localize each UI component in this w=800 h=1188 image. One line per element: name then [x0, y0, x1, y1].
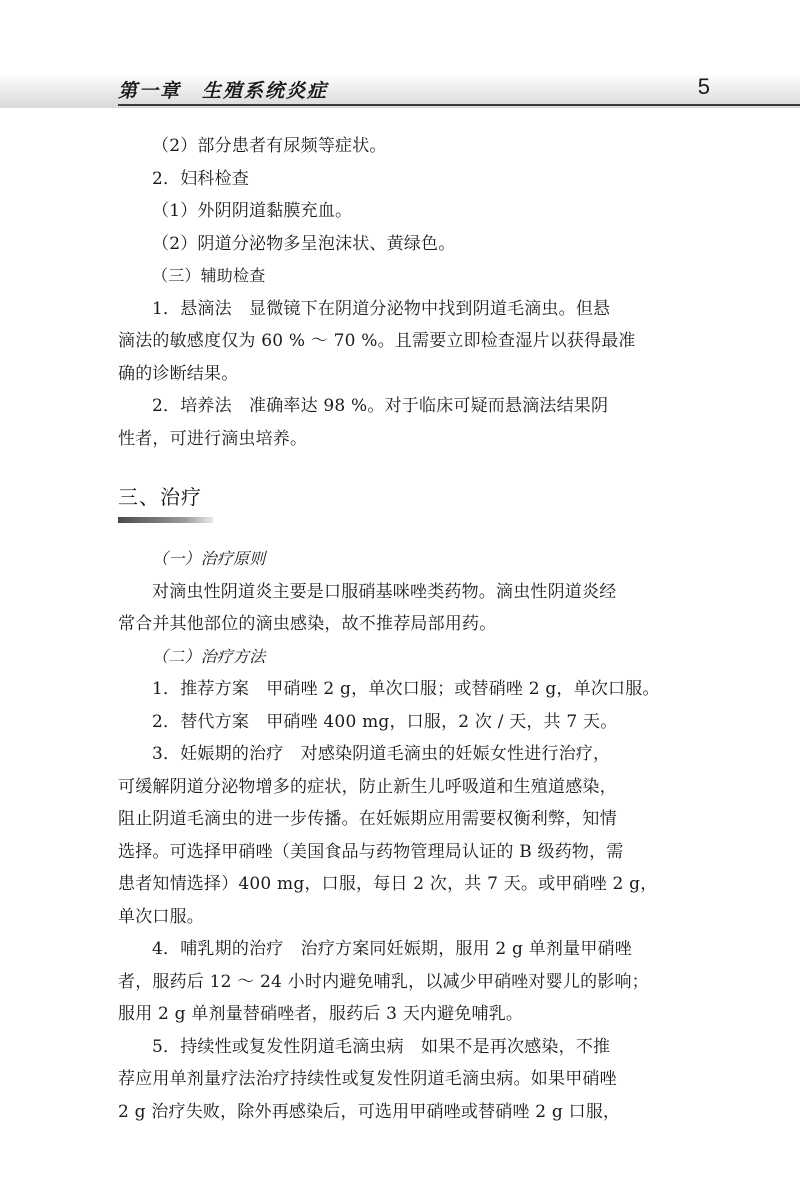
text-line: 对滴虫性阴道炎主要是口服硝基咪唑类药物。滴虫性阴道炎经 — [152, 581, 617, 602]
body-text — [118, 130, 718, 1128]
text-line: 2．培养法 准确率达 98 %。对于临床可疑而悬滴法结果阴 — [152, 396, 609, 416]
text-line: 患者知情选择）400 mg，口服，每日 2 次，共 7 天。或甲硝唑 2 g， — [118, 874, 658, 894]
text-before-section — [118, 130, 718, 455]
section-heading: 三、治疗 — [118, 485, 202, 509]
text-line: 3．妊娠期的治疗 对感染阴道毛滴虫的妊娠女性进行治疗， — [152, 744, 611, 764]
text-line: 2．替代方案 甲硝唑 400 mg，口服，2 次 / 天，共 7 天。 — [152, 711, 618, 732]
text-line: （一）治疗原则 — [152, 549, 266, 568]
text-line: （三）辅助检查 — [152, 266, 266, 285]
text-line: 可缓解阴道分泌物增多的症状，防止新生儿呼吸道和生殖道感染， — [118, 776, 617, 797]
chapter-title: 第一章 生殖系统炎症 — [118, 80, 329, 102]
text-line: 2．妇科检查 — [152, 168, 250, 189]
page-number: 5 — [697, 74, 710, 99]
text-line: 1．悬滴法 显微镜下在阴道分泌物中找到阴道毛滴虫。但悬 — [152, 298, 611, 319]
text-line: （2）部分患者有尿频等症状。 — [152, 136, 387, 156]
text-after-section — [118, 543, 718, 1128]
text-line: 滴法的敏感度仅为 60 % ～ 70 %。且需要立即检查湿片以获得最准 — [118, 331, 636, 351]
text-line: （二）治疗方法 — [152, 646, 266, 666]
section-block — [118, 465, 718, 543]
text-line: 选择。可选择甲硝唑（美国食品与药物管理局认证的 B 级药物，需 — [118, 841, 624, 862]
text-line: 常合并其他部位的滴虫感染，故不推荐局部用药。 — [118, 614, 497, 634]
text-line: 荐应用单剂量疗法治疗持续性或复发性阴道毛滴虫病。如果甲硝唑 — [118, 1069, 617, 1089]
text-line: 4．哺乳期的治疗 治疗方案同妊娠期，服用 2 g 单剂量甲硝唑 — [152, 939, 632, 959]
section-underline — [118, 517, 213, 523]
text-line: 单次口服。 — [118, 906, 204, 927]
text-line: 服用 2 g 单剂量替硝唑者，服药后 3 天内避免哺乳。 — [118, 1004, 524, 1024]
text-line: （2）阴道分泌物多呈泡沫状、黄绿色。 — [152, 233, 456, 254]
text-line: 阻止阴道毛滴虫的进一步传播。在妊娠期应用需要权衡利弊，知情 — [118, 809, 617, 829]
text-line: 性者，可进行滴虫培养。 — [118, 428, 308, 449]
text-line: 确的诊断结果。 — [118, 363, 239, 384]
text-line: 者，服药后 12 ～ 24 小时内避免哺乳，以减少甲硝唑对婴儿的影响； — [118, 971, 649, 992]
text-line: 1．推荐方案 甲硝唑 2 g，单次口服；或替硝唑 2 g，单次口服。 — [152, 679, 660, 699]
text-line: 2 g 治疗失败，除外再感染后，可选用甲硝唑或替硝唑 2 g 口服， — [118, 1101, 621, 1122]
text-line: 5．持续性或复发性阴道毛滴虫病 如果不是再次感染，不推 — [152, 1036, 611, 1057]
header-rule — [118, 104, 800, 106]
text-line: （1）外阴阴道黏膜充血。 — [152, 201, 353, 221]
